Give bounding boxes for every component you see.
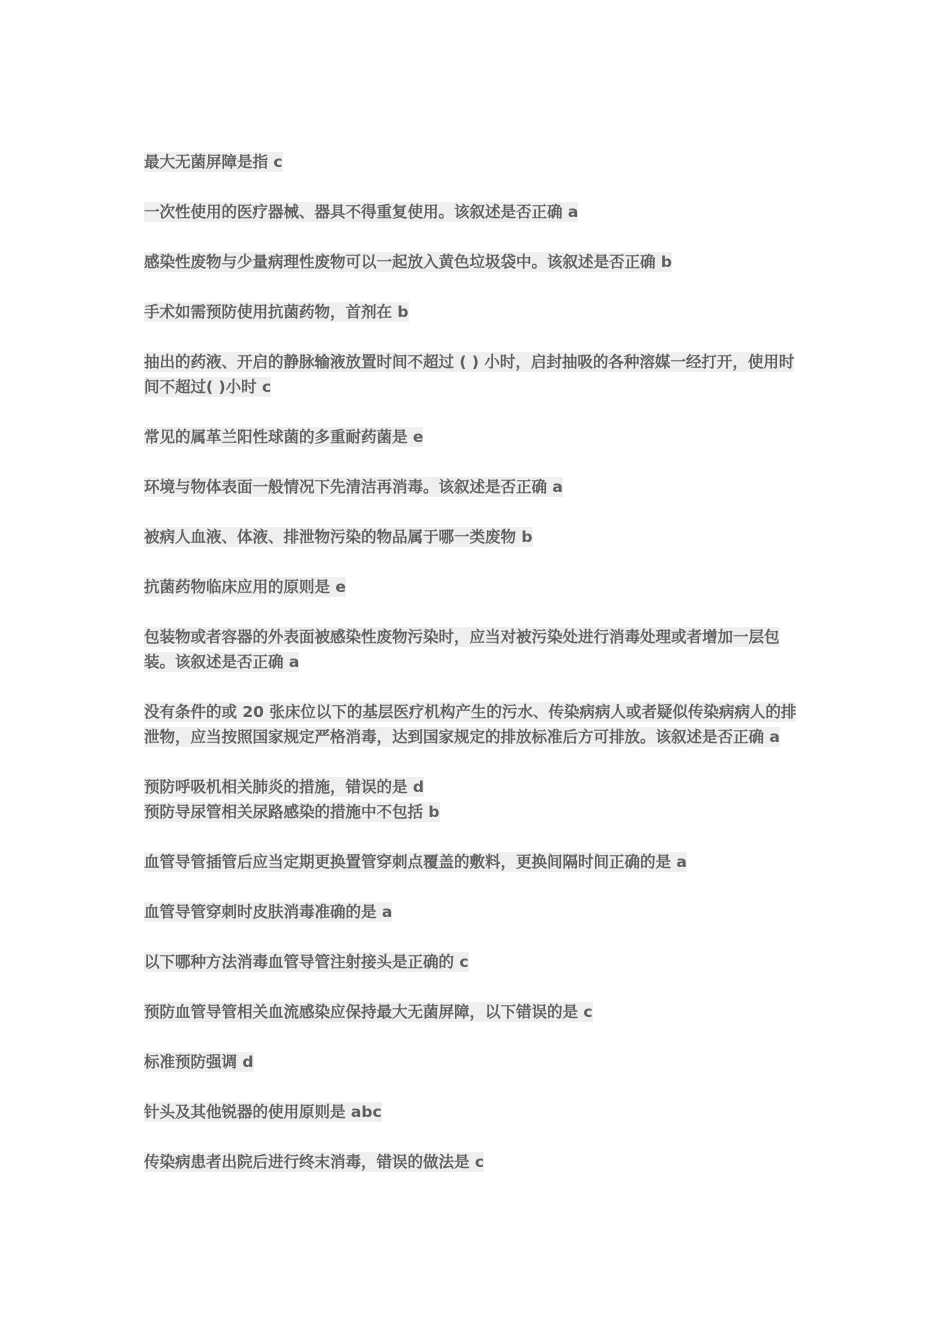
question-text: 一次性使用的医疗器械、器具不得重复使用。该叙述是否正确 a (144, 203, 579, 221)
question-item (144, 700, 808, 750)
question-item (144, 200, 808, 225)
question-text: 预防呼吸机相关肺炎的措施，错误的是 d (144, 778, 424, 796)
question-text: 被病人血液、体液、排泄物污染的物品属于哪一类废物 b (144, 528, 533, 546)
question-text: 最大无菌屏障是指 c (144, 153, 283, 171)
question-item (144, 950, 808, 975)
question-text: 传染病患者出院后进行终末消毒，错误的做法是 c (144, 1153, 485, 1171)
question-text: 感染性废物与少量病理性废物可以一起放入黄色垃圾袋中。该叙述是否正确 b (144, 253, 672, 271)
question-text: 标准预防强调 d (144, 1053, 254, 1071)
question-text: 抽出的药液、开启的静脉输液放置时间不超过 ( ) 小时，启封抽吸的各种溶媒一经打开，使用时间不超过( )小时 c (144, 353, 795, 396)
question-text: 预防血管导管相关血流感染应保持最大无菌屏障，以下错误的是 c (144, 1003, 593, 1021)
question-text: 包装物或者容器的外表面被感染性废物污染时，应当对被污染处进行消毒处理或者增加一层包装。该叙述是否正确 a (144, 628, 780, 671)
question-item (144, 250, 808, 275)
question-item (144, 775, 808, 800)
question-text: 血管导管穿刺时皮肤消毒准确的是 a (144, 903, 393, 921)
question-item (144, 850, 808, 875)
question-item (144, 1150, 808, 1175)
question-item (144, 900, 808, 925)
question-text: 没有条件的或 20 张床位以下的基层医疗机构产生的污水、传染病病人或者疑似传染病病人的排泄物，应当按照国家规定严格消毒，达到国家规定的排放标准后方可排放。该叙述是否正确 a (144, 703, 797, 746)
question-item (144, 475, 808, 500)
question-item (144, 1100, 808, 1125)
question-item (144, 625, 808, 675)
question-text: 常见的属革兰阳性球菌的多重耐药菌是 e (144, 428, 424, 446)
question-item (144, 525, 808, 550)
question-item (144, 1050, 808, 1075)
question-item (144, 425, 808, 450)
question-item (144, 300, 808, 325)
question-text: 以下哪种方法消毒血管导管注射接头是正确的 c (144, 953, 469, 971)
question-item (144, 150, 808, 175)
question-item (144, 1000, 808, 1025)
question-text: 预防导尿管相关尿路感染的措施中不包括 b (144, 803, 440, 821)
question-text: 手术如需预防使用抗菌药物，首剂在 b (144, 303, 409, 321)
question-text: 针头及其他锐器的使用原则是 abc (144, 1103, 382, 1121)
question-item (144, 800, 808, 825)
question-item (144, 575, 808, 600)
question-text: 环境与物体表面一般情况下先清洁再消毒。该叙述是否正确 a (144, 478, 563, 496)
question-list (144, 150, 808, 1200)
question-item (144, 350, 808, 400)
question-text: 抗菌药物临床应用的原则是 e (144, 578, 346, 596)
question-text: 血管导管插管后应当定期更换置管穿刺点覆盖的敷料，更换间隔时间正确的是 a (144, 853, 687, 871)
